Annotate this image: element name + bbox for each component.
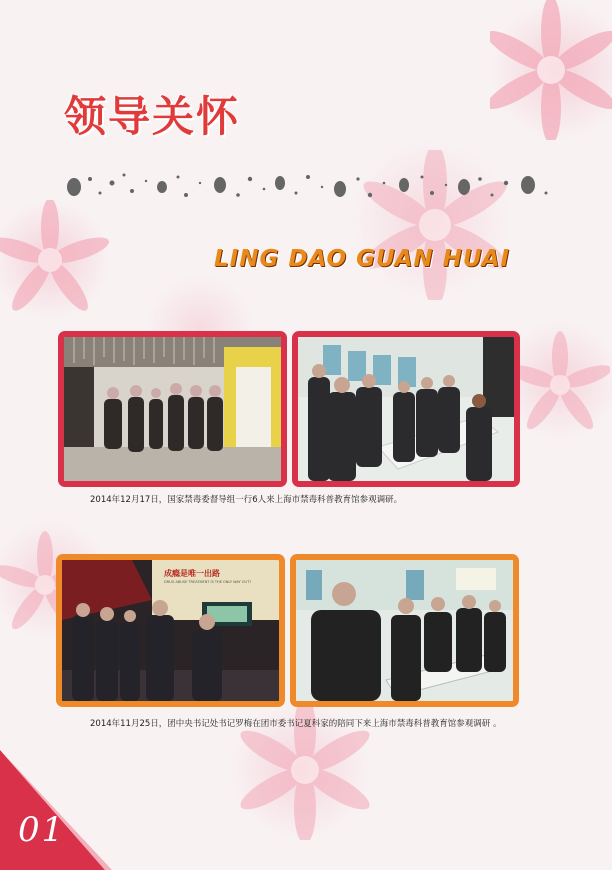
decorative-flower <box>490 0 612 140</box>
page-title-pinyin: LING DAO GUAN HUAI <box>214 246 510 272</box>
photo-visit-2014-12-17-left <box>58 331 287 487</box>
exhibit-sign-subtext: DRUG ABUSE TREATMENT IS THE ONLY WAY OUT? <box>164 580 252 584</box>
decorative-flower <box>510 330 610 440</box>
photo-visit-2014-11-25-right <box>290 554 519 707</box>
photo-visit-2014-11-25-left <box>56 554 285 707</box>
photo-caption: 2014年11月25日，团中央书记处书记罗梅在团市委书记夏科家的陪同下来上海市禁毒科普教育馆参观调研 。 <box>90 719 502 729</box>
ink-splatter-decoration <box>60 165 560 210</box>
page-number: 01 <box>18 810 66 850</box>
decorative-flower <box>0 200 110 320</box>
photo-visit-2014-12-17-right <box>292 331 520 487</box>
photo-caption: 2014年12月17日，国家禁毒委督导组一行6人来上海市禁毒科普教育馆参观调研。 <box>90 495 403 505</box>
page-title-chinese: 领导关怀 <box>64 92 241 141</box>
exhibit-sign-text: 成瘾是唯一出路 <box>164 569 220 578</box>
